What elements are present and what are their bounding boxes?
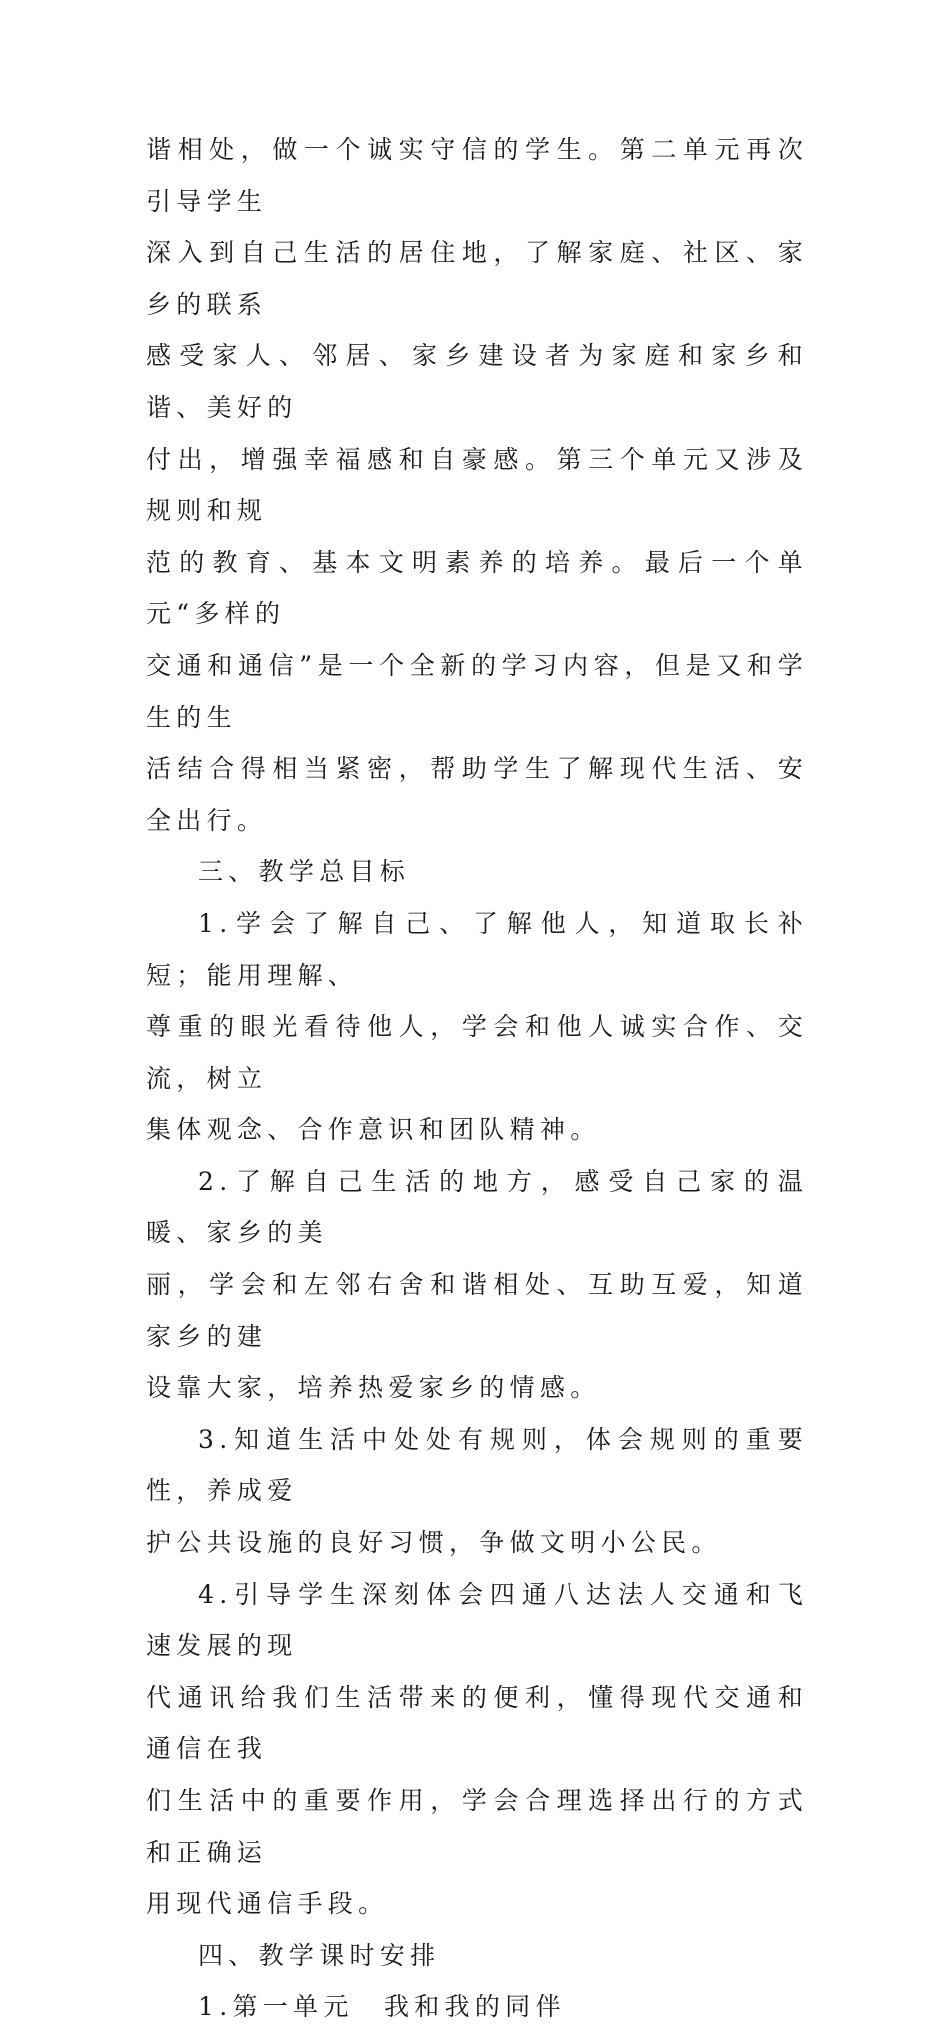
text-line: 丽，学会和左邻右舍和谐相处、互助互爱，知道家乡的建 xyxy=(146,1270,808,1351)
text-line: 代通讯给我们生活带来的便利，懂得现代交通和通信在我 xyxy=(146,1682,808,1764)
text-line: 深入到自己生活的居住地，了解家庭、社区、家乡的联系 xyxy=(146,238,808,319)
text-line: 感受家人、邻居、家乡建设者为家庭和家乡和谐、美好的 xyxy=(146,341,808,422)
text-line: 付出，增强幸福感和自豪感。第三个单元又涉及规则和规 xyxy=(146,444,808,526)
schedule-item-1 xyxy=(146,1981,808,2033)
text-line: 尊重的眼光看待他人，学会和他人诚实合作、交流，树立 xyxy=(146,1012,808,1093)
goal-item-3 xyxy=(146,1414,808,1569)
paragraph-unit-overview xyxy=(146,124,808,846)
heading-teaching-goals xyxy=(146,846,808,898)
text-line: 谐相处，做一个诚实守信的学生。第二单元再次引导学生 xyxy=(146,135,808,216)
text-line: 4.引导学生深刻体会四通八达法人交通和飞速发展的现 xyxy=(146,1579,808,1661)
text-line: 三、教学总目标 xyxy=(198,857,411,887)
text-line: 护公共设施的良好习惯，争做文明小公民。 xyxy=(146,1528,722,1558)
text-line: 四、教学课时安排 xyxy=(198,1940,441,1970)
text-line: 交通和通信”是一个全新的学习内容，但是又和学生的生 xyxy=(146,650,808,732)
text-line: 集体观念、合作意识和团队精神。 xyxy=(146,1115,601,1145)
text-line: 2.了解自己生活的地方，感受自己家的温暖、家乡的美 xyxy=(146,1166,808,1248)
goal-item-4 xyxy=(146,1569,808,1930)
text-line: 活结合得相当紧密，帮助学生了解现代生活、安全出行。 xyxy=(146,754,808,835)
text-line: 1.学会了解自己、了解他人，知道取长补短；能用理解、 xyxy=(146,908,808,990)
goal-item-2 xyxy=(146,1156,808,1414)
text-line: 范的教育、基本文明素养的培养。最后一个单元“多样的 xyxy=(146,547,808,629)
text-line: 用现代通信手段。 xyxy=(146,1889,389,1919)
heading-lesson-schedule xyxy=(146,1930,808,1982)
text-line: 设靠大家，培养热爱家乡的情感。 xyxy=(146,1373,601,1403)
text-line: 们生活中的重要作用，学会合理选择出行的方式和正确运 xyxy=(146,1786,808,1867)
goal-item-1 xyxy=(146,898,808,1156)
text-line: 3.知道生活中处处有规则，体会规则的重要性，养成爱 xyxy=(146,1424,808,1506)
text-line: 1.第一单元 我和我的同伴 xyxy=(198,1992,566,2022)
document-body xyxy=(146,124,808,2033)
